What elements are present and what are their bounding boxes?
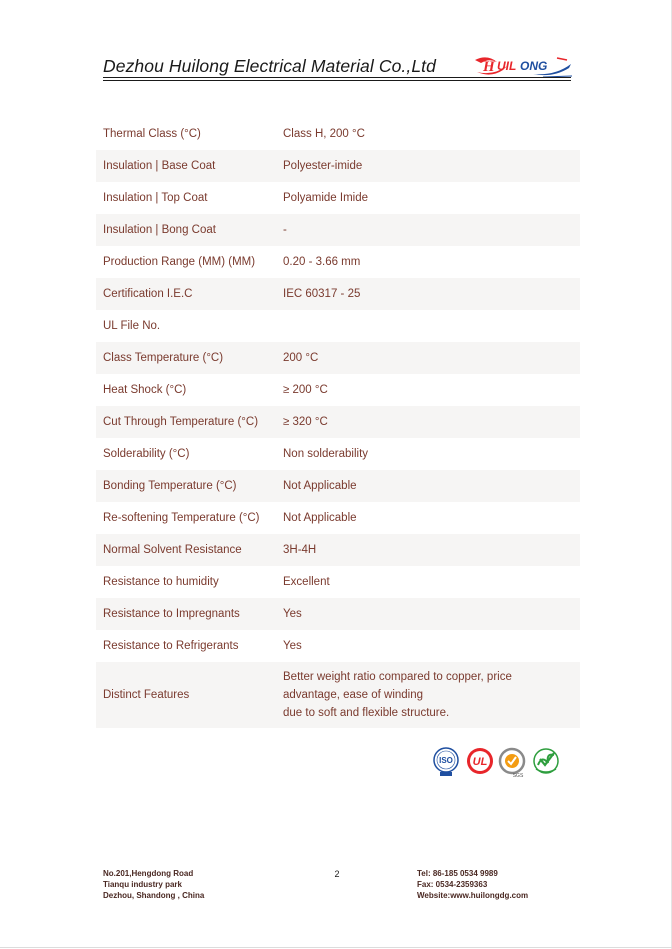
spec-value-line: Class H, 200 °C xyxy=(283,128,365,140)
spec-value xyxy=(283,381,580,399)
spec-row xyxy=(96,470,580,502)
spec-row xyxy=(96,406,580,438)
spec-table xyxy=(96,118,580,728)
spec-value-line: ≥ 320 °C xyxy=(283,416,328,428)
spec-value-line: IEC 60317 - 25 xyxy=(283,288,361,300)
spec-value-line: Not Applicable xyxy=(283,512,357,524)
spec-label: Resistance to Impregnants xyxy=(103,608,240,620)
spec-row xyxy=(96,246,580,278)
spec-label: Thermal Class (°C) xyxy=(103,128,201,140)
spec-value xyxy=(283,413,580,431)
spec-value-line: Not Applicable xyxy=(283,480,357,492)
spec-label: Distinct Features xyxy=(103,689,190,701)
iso-label: ISO xyxy=(439,756,453,765)
spec-label: Insulation | Base Coat xyxy=(103,160,216,172)
rohs-icon xyxy=(534,749,558,773)
spec-value-line: 200 °C xyxy=(283,352,319,364)
spec-label: Insulation | Bong Coat xyxy=(103,224,216,236)
spec-row xyxy=(96,662,580,728)
company-name: Dezhou Huilong Electrical Material Co.,Ltd xyxy=(103,56,436,76)
spec-value xyxy=(283,668,580,722)
certification-logos xyxy=(430,745,562,779)
spec-row xyxy=(96,310,580,342)
spec-value xyxy=(283,541,580,559)
spec-value xyxy=(283,253,580,271)
spec-value xyxy=(283,637,580,655)
spec-row xyxy=(96,342,580,374)
spec-label: Bonding Temperature (°C) xyxy=(103,480,237,492)
spec-value xyxy=(283,573,580,591)
address-line: Tianqu industry park xyxy=(103,880,182,889)
spec-label: Solderability (°C) xyxy=(103,448,190,460)
spec-label: Production Range (MM) (MM) xyxy=(103,256,256,268)
spec-value xyxy=(283,605,580,623)
spec-value xyxy=(283,445,580,463)
spec-label: Class Temperature (°C) xyxy=(103,352,224,364)
spec-value-line: 0.20 - 3.66 mm xyxy=(283,256,361,268)
header-rule xyxy=(103,80,571,81)
spec-row xyxy=(96,534,580,566)
spec-value-line: advantage, ease of winding xyxy=(283,689,424,701)
spec-value-line: Yes xyxy=(283,640,302,652)
spec-value xyxy=(283,285,580,303)
spec-value xyxy=(283,157,580,175)
ul-icon xyxy=(467,748,493,774)
sgs-icon xyxy=(500,749,524,779)
spec-value xyxy=(283,221,580,239)
page-number: 2 xyxy=(334,869,340,879)
address-line: No.201,Hengdong Road xyxy=(103,869,194,878)
spec-row xyxy=(96,278,580,310)
spec-row xyxy=(96,566,580,598)
spec-label: Certification I.E.C xyxy=(103,288,193,300)
spec-value-line: Polyester-imide xyxy=(283,160,363,172)
footer-address xyxy=(103,868,204,901)
sgs-label: SGS xyxy=(512,773,524,779)
spec-label: Resistance to Refrigerants xyxy=(103,640,239,652)
spec-row xyxy=(96,214,580,246)
huilong-logo xyxy=(473,52,573,78)
spec-row xyxy=(96,630,580,662)
svg-text:ONG: ONG xyxy=(520,59,548,73)
spec-value-line: Yes xyxy=(283,608,302,620)
page-edge xyxy=(0,947,672,948)
spec-value xyxy=(283,477,580,495)
spec-value-line: Non solderability xyxy=(283,448,369,460)
spec-value xyxy=(283,349,580,367)
contact-line: Tel: 86-185 0534 9989 xyxy=(417,869,498,878)
contact-line: Website:www.huilongdg.com xyxy=(417,891,529,900)
spec-label: UL File No. xyxy=(103,320,161,332)
spec-label: Re-softening Temperature (°C) xyxy=(103,512,260,524)
spec-row xyxy=(96,118,580,150)
svg-text:H: H xyxy=(483,59,495,75)
ul-label: UL xyxy=(472,756,488,768)
svg-text:UIL: UIL xyxy=(497,59,517,73)
spec-value-line: Excellent xyxy=(283,576,330,588)
spec-row xyxy=(96,182,580,214)
spec-value-line: 3H-4H xyxy=(283,544,317,556)
spec-value-line: Polyamide Imide xyxy=(283,192,369,204)
address-line: Dezhou, Shandong , China xyxy=(103,891,205,900)
iso-icon xyxy=(434,748,458,776)
spec-value-line: Better weight ratio compared to copper, price xyxy=(283,671,512,683)
spec-label: Normal Solvent Resistance xyxy=(103,544,242,556)
spec-value-line: ≥ 200 °C xyxy=(283,384,328,396)
spec-value xyxy=(283,509,580,527)
footer-contact xyxy=(417,868,528,901)
spec-row xyxy=(96,374,580,406)
spec-label: Insulation | Top Coat xyxy=(103,192,208,204)
spec-value xyxy=(283,125,580,143)
spec-row xyxy=(96,502,580,534)
header-rule xyxy=(103,77,571,78)
spec-label: Heat Shock (°C) xyxy=(103,384,187,396)
spec-row xyxy=(96,150,580,182)
spec-value-line: due to soft and flexible structure. xyxy=(283,707,450,719)
spec-row xyxy=(96,438,580,470)
spec-row xyxy=(96,598,580,630)
spec-value xyxy=(283,189,580,207)
spec-label: Resistance to humidity xyxy=(103,576,219,588)
spec-label: Cut Through Temperature (°C) xyxy=(103,416,259,428)
page-header xyxy=(103,52,571,82)
spec-value-line: - xyxy=(283,224,287,236)
contact-line: Fax: 0534-2359363 xyxy=(417,880,488,889)
